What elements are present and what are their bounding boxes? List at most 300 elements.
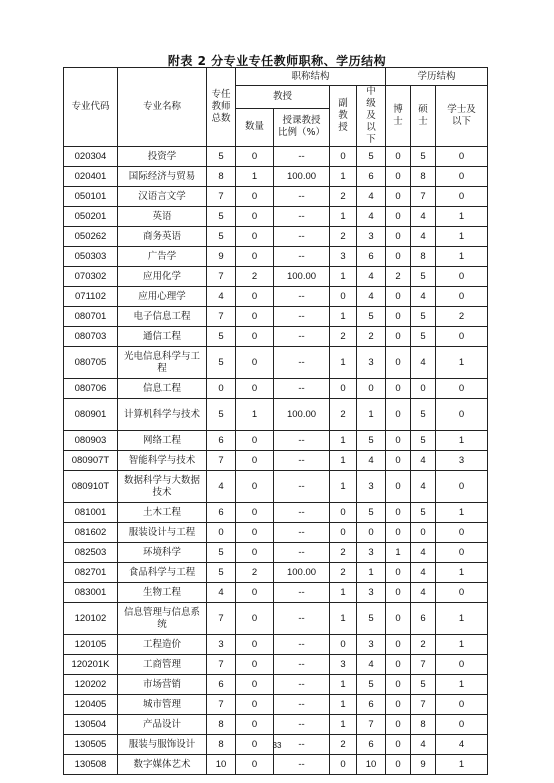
cell-teaching-ratio: --	[274, 431, 330, 451]
cell-total: 7	[207, 655, 236, 675]
cell-bachelor: 1	[436, 347, 488, 379]
cell-name: 电子信息工程	[118, 307, 207, 327]
cell-prof-count: 0	[236, 247, 274, 267]
table-row	[64, 399, 488, 431]
cell-doctor: 0	[386, 227, 411, 247]
cell-doctor: 0	[386, 451, 411, 471]
cell-bachelor: 0	[436, 379, 488, 399]
cell-associate: 0	[330, 503, 357, 523]
cell-name: 土木工程	[118, 503, 207, 523]
cell-doctor: 0	[386, 735, 411, 755]
cell-total: 5	[207, 207, 236, 227]
header-professor: 教授	[236, 86, 330, 109]
cell-master: 6	[411, 603, 436, 635]
cell-code: 080910T	[64, 471, 118, 503]
cell-name: 工程造价	[118, 635, 207, 655]
cell-total: 10	[207, 755, 236, 775]
table-row	[64, 227, 488, 247]
cell-intermediate: 10	[357, 755, 386, 775]
cell-bachelor: 1	[436, 675, 488, 695]
cell-master: 5	[411, 503, 436, 523]
cell-associate: 0	[330, 523, 357, 543]
cell-prof-count: 0	[236, 471, 274, 503]
cell-name: 投资学	[118, 147, 207, 167]
cell-code: 020401	[64, 167, 118, 187]
cell-intermediate: 0	[357, 523, 386, 543]
cell-teaching-ratio: 100.00	[274, 167, 330, 187]
cell-prof-count: 0	[236, 735, 274, 755]
cell-bachelor: 1	[436, 635, 488, 655]
header-title-structure: 职称结构	[236, 68, 386, 86]
cell-associate: 0	[330, 635, 357, 655]
cell-associate: 2	[330, 735, 357, 755]
table-row	[64, 287, 488, 307]
table-row	[64, 471, 488, 503]
cell-prof-count: 0	[236, 327, 274, 347]
cell-master: 4	[411, 563, 436, 583]
header-prof-count: 数量	[236, 108, 274, 146]
cell-prof-count: 1	[236, 399, 274, 431]
cell-bachelor: 1	[436, 603, 488, 635]
cell-intermediate: 4	[357, 187, 386, 207]
cell-code: 080705	[64, 347, 118, 379]
cell-bachelor: 0	[436, 187, 488, 207]
cell-total: 7	[207, 307, 236, 327]
cell-master: 5	[411, 431, 436, 451]
cell-teaching-ratio: --	[274, 603, 330, 635]
cell-bachelor: 0	[436, 399, 488, 431]
cell-prof-count: 0	[236, 503, 274, 523]
cell-doctor: 0	[386, 563, 411, 583]
cell-associate: 2	[330, 227, 357, 247]
table-row	[64, 379, 488, 399]
header-master: 硕士	[411, 86, 436, 147]
cell-prof-count: 0	[236, 603, 274, 635]
header-name: 专业名称	[118, 68, 207, 147]
cell-total: 4	[207, 471, 236, 503]
cell-bachelor: 0	[436, 543, 488, 563]
cell-doctor: 0	[386, 523, 411, 543]
cell-master: 7	[411, 187, 436, 207]
cell-associate: 0	[330, 379, 357, 399]
cell-total: 8	[207, 167, 236, 187]
cell-total: 6	[207, 431, 236, 451]
cell-prof-count: 0	[236, 347, 274, 379]
cell-code: 130508	[64, 755, 118, 775]
cell-code: 050262	[64, 227, 118, 247]
cell-prof-count: 0	[236, 523, 274, 543]
cell-teaching-ratio: --	[274, 187, 330, 207]
cell-code: 081001	[64, 503, 118, 523]
cell-teaching-ratio: 100.00	[274, 267, 330, 287]
cell-teaching-ratio: --	[274, 451, 330, 471]
cell-bachelor: 0	[436, 523, 488, 543]
cell-intermediate: 6	[357, 695, 386, 715]
cell-bachelor: 1	[436, 227, 488, 247]
cell-teaching-ratio: 100.00	[274, 563, 330, 583]
cell-prof-count: 1	[236, 167, 274, 187]
cell-associate: 1	[330, 695, 357, 715]
cell-doctor: 0	[386, 207, 411, 227]
cell-intermediate: 5	[357, 503, 386, 523]
cell-total: 0	[207, 523, 236, 543]
cell-prof-count: 0	[236, 675, 274, 695]
cell-teaching-ratio: --	[274, 735, 330, 755]
cell-code: 120405	[64, 695, 118, 715]
cell-name: 生物工程	[118, 583, 207, 603]
cell-code: 050201	[64, 207, 118, 227]
cell-intermediate: 5	[357, 307, 386, 327]
cell-code: 080903	[64, 431, 118, 451]
cell-bachelor: 1	[436, 503, 488, 523]
cell-associate: 1	[330, 307, 357, 327]
cell-intermediate: 4	[357, 655, 386, 675]
cell-doctor: 1	[386, 543, 411, 563]
cell-total: 5	[207, 347, 236, 379]
cell-associate: 2	[330, 399, 357, 431]
cell-code: 080701	[64, 307, 118, 327]
cell-name: 国际经济与贸易	[118, 167, 207, 187]
cell-name: 信息管理与信息系统	[118, 603, 207, 635]
cell-master: 8	[411, 167, 436, 187]
cell-code: 080706	[64, 379, 118, 399]
cell-associate: 3	[330, 247, 357, 267]
cell-name: 智能科学与技术	[118, 451, 207, 471]
cell-doctor: 0	[386, 695, 411, 715]
cell-associate: 2	[330, 187, 357, 207]
cell-intermediate: 4	[357, 287, 386, 307]
cell-intermediate: 5	[357, 147, 386, 167]
header-teaching-ratio: 授课教授比例（%）	[274, 108, 330, 146]
cell-total: 4	[207, 583, 236, 603]
cell-bachelor: 2	[436, 307, 488, 327]
cell-name: 商务英语	[118, 227, 207, 247]
cell-intermediate: 6	[357, 735, 386, 755]
cell-bachelor: 3	[436, 451, 488, 471]
table-row	[64, 503, 488, 523]
cell-doctor: 0	[386, 431, 411, 451]
cell-bachelor: 0	[436, 655, 488, 675]
cell-prof-count: 0	[236, 715, 274, 735]
cell-name: 英语	[118, 207, 207, 227]
cell-master: 4	[411, 347, 436, 379]
cell-name: 数字媒体艺术	[118, 755, 207, 775]
cell-teaching-ratio: --	[274, 503, 330, 523]
cell-bachelor: 0	[436, 695, 488, 715]
cell-code: 082503	[64, 543, 118, 563]
cell-associate: 1	[330, 347, 357, 379]
cell-master: 8	[411, 247, 436, 267]
cell-code: 082701	[64, 563, 118, 583]
cell-total: 6	[207, 503, 236, 523]
cell-name: 城市管理	[118, 695, 207, 715]
cell-associate: 0	[330, 287, 357, 307]
table-row	[64, 247, 488, 267]
cell-bachelor: 0	[436, 471, 488, 503]
cell-name: 汉语言文学	[118, 187, 207, 207]
cell-total: 7	[207, 187, 236, 207]
cell-associate: 1	[330, 715, 357, 735]
cell-master: 5	[411, 307, 436, 327]
cell-name: 广告学	[118, 247, 207, 267]
cell-master: 5	[411, 147, 436, 167]
cell-code: 081602	[64, 523, 118, 543]
cell-total: 7	[207, 267, 236, 287]
cell-prof-count: 0	[236, 147, 274, 167]
cell-prof-count: 0	[236, 451, 274, 471]
cell-intermediate: 5	[357, 431, 386, 451]
table-title: 附表 2 分专业专任教师职称、学历结构	[167, 54, 387, 68]
cell-teaching-ratio: --	[274, 543, 330, 563]
cell-total: 7	[207, 603, 236, 635]
cell-name: 食品科学与工程	[118, 563, 207, 583]
cell-code: 020304	[64, 147, 118, 167]
cell-teaching-ratio: --	[274, 715, 330, 735]
cell-doctor: 0	[386, 287, 411, 307]
cell-total: 8	[207, 735, 236, 755]
cell-name: 计算机科学与技术	[118, 399, 207, 431]
cell-intermediate: 3	[357, 347, 386, 379]
cell-master: 5	[411, 267, 436, 287]
cell-master: 9	[411, 755, 436, 775]
cell-bachelor: 1	[436, 431, 488, 451]
cell-prof-count: 0	[236, 635, 274, 655]
cell-teaching-ratio: --	[274, 207, 330, 227]
cell-total: 8	[207, 715, 236, 735]
cell-prof-count: 0	[236, 695, 274, 715]
cell-teaching-ratio: --	[274, 523, 330, 543]
table-row	[64, 715, 488, 735]
cell-bachelor: 0	[436, 287, 488, 307]
table-row	[64, 327, 488, 347]
table-row	[64, 431, 488, 451]
table-row	[64, 563, 488, 583]
cell-doctor: 0	[386, 471, 411, 503]
header-degree-structure: 学历结构	[386, 68, 488, 86]
table-row	[64, 207, 488, 227]
cell-bachelor: 1	[436, 247, 488, 267]
cell-master: 0	[411, 523, 436, 543]
faculty-structure-table	[63, 67, 488, 775]
cell-total: 5	[207, 399, 236, 431]
cell-master: 2	[411, 635, 436, 655]
cell-intermediate: 1	[357, 563, 386, 583]
table-row	[64, 603, 488, 635]
cell-name: 应用化学	[118, 267, 207, 287]
cell-name: 产品设计	[118, 715, 207, 735]
table-row	[64, 695, 488, 715]
cell-teaching-ratio: --	[274, 147, 330, 167]
cell-code: 130505	[64, 735, 118, 755]
cell-total: 5	[207, 563, 236, 583]
cell-teaching-ratio: --	[274, 287, 330, 307]
cell-total: 5	[207, 147, 236, 167]
cell-code: 120201K	[64, 655, 118, 675]
header-intermediate: 中级及以下	[357, 86, 386, 147]
cell-master: 5	[411, 675, 436, 695]
cell-intermediate: 3	[357, 635, 386, 655]
cell-teaching-ratio: --	[274, 583, 330, 603]
cell-doctor: 0	[386, 307, 411, 327]
cell-code: 071102	[64, 287, 118, 307]
cell-teaching-ratio: --	[274, 471, 330, 503]
cell-associate: 1	[330, 167, 357, 187]
cell-code: 120105	[64, 635, 118, 655]
cell-doctor: 0	[386, 187, 411, 207]
cell-doctor: 0	[386, 635, 411, 655]
cell-teaching-ratio: --	[274, 635, 330, 655]
cell-master: 4	[411, 451, 436, 471]
cell-doctor: 0	[386, 503, 411, 523]
cell-teaching-ratio: --	[274, 655, 330, 675]
cell-prof-count: 0	[236, 207, 274, 227]
cell-doctor: 0	[386, 247, 411, 267]
cell-bachelor: 0	[436, 715, 488, 735]
cell-master: 4	[411, 583, 436, 603]
cell-name: 数据科学与大数据技术	[118, 471, 207, 503]
cell-intermediate: 3	[357, 471, 386, 503]
cell-intermediate: 5	[357, 603, 386, 635]
cell-associate: 1	[330, 603, 357, 635]
table-row	[64, 187, 488, 207]
cell-name: 光电信息科学与工程	[118, 347, 207, 379]
cell-doctor: 0	[386, 755, 411, 775]
cell-associate: 1	[330, 207, 357, 227]
cell-master: 4	[411, 735, 436, 755]
cell-prof-count: 0	[236, 307, 274, 327]
cell-doctor: 0	[386, 147, 411, 167]
cell-bachelor: 0	[436, 147, 488, 167]
cell-intermediate: 1	[357, 399, 386, 431]
cell-associate: 2	[330, 563, 357, 583]
cell-code: 120102	[64, 603, 118, 635]
cell-doctor: 0	[386, 715, 411, 735]
cell-intermediate: 5	[357, 675, 386, 695]
cell-intermediate: 4	[357, 267, 386, 287]
cell-teaching-ratio: --	[274, 675, 330, 695]
cell-doctor: 0	[386, 603, 411, 635]
cell-bachelor: 4	[436, 735, 488, 755]
cell-name: 通信工程	[118, 327, 207, 347]
cell-intermediate: 6	[357, 247, 386, 267]
cell-doctor: 0	[386, 655, 411, 675]
cell-prof-count: 0	[236, 187, 274, 207]
cell-total: 6	[207, 675, 236, 695]
cell-name: 工商管理	[118, 655, 207, 675]
cell-prof-count: 2	[236, 267, 274, 287]
cell-total: 5	[207, 227, 236, 247]
cell-master: 4	[411, 207, 436, 227]
cell-prof-count: 0	[236, 543, 274, 563]
cell-master: 5	[411, 399, 436, 431]
cell-doctor: 0	[386, 327, 411, 347]
cell-code: 050101	[64, 187, 118, 207]
cell-name: 服装设计与工程	[118, 523, 207, 543]
cell-doctor: 0	[386, 399, 411, 431]
cell-teaching-ratio: --	[274, 755, 330, 775]
cell-associate: 1	[330, 451, 357, 471]
cell-teaching-ratio: --	[274, 307, 330, 327]
header-associate: 副教授	[330, 86, 357, 147]
cell-doctor: 0	[386, 167, 411, 187]
cell-associate: 1	[330, 471, 357, 503]
cell-prof-count: 0	[236, 227, 274, 247]
cell-associate: 0	[330, 147, 357, 167]
cell-teaching-ratio: --	[274, 347, 330, 379]
cell-master: 0	[411, 379, 436, 399]
table-row	[64, 267, 488, 287]
cell-teaching-ratio: 100.00	[274, 399, 330, 431]
cell-name: 市场营销	[118, 675, 207, 695]
cell-prof-count: 0	[236, 287, 274, 307]
cell-intermediate: 3	[357, 227, 386, 247]
cell-master: 7	[411, 655, 436, 675]
cell-bachelor: 0	[436, 267, 488, 287]
cell-total: 9	[207, 247, 236, 267]
cell-total: 7	[207, 695, 236, 715]
cell-teaching-ratio: --	[274, 379, 330, 399]
cell-prof-count: 0	[236, 431, 274, 451]
table-row	[64, 347, 488, 379]
cell-intermediate: 3	[357, 543, 386, 563]
cell-master: 4	[411, 543, 436, 563]
cell-doctor: 0	[386, 379, 411, 399]
table-row	[64, 523, 488, 543]
cell-name: 服装与服饰设计	[118, 735, 207, 755]
cell-total: 4	[207, 287, 236, 307]
header-doctor: 博士	[386, 86, 411, 147]
cell-name: 信息工程	[118, 379, 207, 399]
cell-master: 4	[411, 471, 436, 503]
cell-master: 4	[411, 287, 436, 307]
cell-code: 130504	[64, 715, 118, 735]
cell-prof-count: 0	[236, 755, 274, 775]
table-row	[64, 675, 488, 695]
table-row	[64, 167, 488, 187]
cell-name: 网络工程	[118, 431, 207, 451]
cell-code: 080703	[64, 327, 118, 347]
cell-code: 083001	[64, 583, 118, 603]
cell-intermediate: 2	[357, 327, 386, 347]
table-row	[64, 655, 488, 675]
cell-total: 5	[207, 327, 236, 347]
cell-code: 080907T	[64, 451, 118, 471]
cell-master: 7	[411, 695, 436, 715]
cell-total: 7	[207, 451, 236, 471]
cell-prof-count: 0	[236, 583, 274, 603]
page-number: 33	[272, 741, 282, 750]
cell-intermediate: 6	[357, 167, 386, 187]
cell-code: 120202	[64, 675, 118, 695]
cell-code: 070302	[64, 267, 118, 287]
cell-total: 0	[207, 379, 236, 399]
cell-code: 080901	[64, 399, 118, 431]
cell-name: 环境科学	[118, 543, 207, 563]
cell-bachelor: 0	[436, 327, 488, 347]
cell-doctor: 2	[386, 267, 411, 287]
table-row	[64, 635, 488, 655]
cell-associate: 3	[330, 655, 357, 675]
cell-master: 8	[411, 715, 436, 735]
header-code: 专业代码	[64, 68, 118, 147]
cell-master: 4	[411, 227, 436, 247]
table-row	[64, 147, 488, 167]
table-row	[64, 451, 488, 471]
header-bachelor: 学士及以下	[436, 86, 488, 147]
cell-master: 5	[411, 327, 436, 347]
cell-bachelor: 0	[436, 167, 488, 187]
cell-code: 050303	[64, 247, 118, 267]
